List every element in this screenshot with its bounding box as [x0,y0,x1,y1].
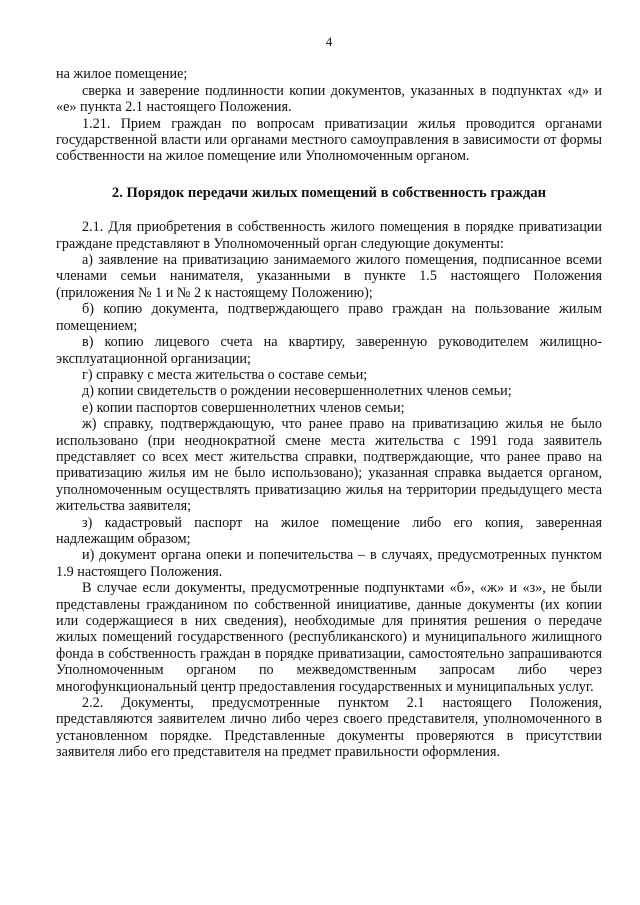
page-number: 4 [325,34,333,49]
paragraph-verification: сверка и заверение подлинности копии документов, указанных в подпунктах «д» и «е» пункта 2.1 настоящего Положения. [56,82,602,116]
paragraph-interagency-requests: В случае если документы, предусмотренные подпунктами «б», «ж» и «з», не были представлены гражданином по собственной инициативе, данные документы (их копии или содержащиеся в них сведения), необходимые для принятия решения о передаче жилых помещений государственного (республиканского) и муниципального жилищного фонда в собственность граждан в порядке приватизации, самостоятельно запрашиваются Уполномоченным органом по межведомственным запросам либо через многофункциональный центр предоставления государственных и муниципальных услуг. [56,580,602,695]
paragraph-continuation: на жилое помещение; [56,66,188,83]
list-item-a: а) заявление на приватизацию занимаемого жилого помещения, подписанное всеми членами семьи нанимателя, указанными в пункте 1.5 настоящего Положения (приложения № 1 и № 2 к настоящему Положению); [56,252,602,301]
list-item-g: г) справку с места жительства о составе семьи; [82,366,368,383]
list-item-v: в) копию лицевого счета на квартиру, заверенную руководителем жилищно-эксплуатационной организации; [56,334,602,367]
paragraph-2-2: 2.2. Документы, предусмотренные пунктом 2.1 настоящего Положения, представляются заявителем лично либо через своего представителя, уполномоченного в установленном порядке. Представленные документы проверяются в присутствии заявителя либо его представителя на предмет правильности оформления. [56,695,602,761]
paragraph-1-21: 1.21. Прием граждан по вопросам приватизации жилья проводится органами государственной власти или органами местного самоуправления в зависимости от формы собственности на жилое помещение или Уполномоченным органом. [56,115,602,165]
list-item-d: д) копии свидетельств о рождении несовершеннолетних членов семьи; [82,383,512,400]
list-item-i: и) документ органа опеки и попечительства – в случаях, предусмотренных пунктом 1.9 настоящего Положения. [56,547,602,580]
paragraph-2-1: 2.1. Для приобретения в собственность жилого помещения в порядке приватизации граждане представляют в Уполномоченный орган следующие документы: [56,219,602,252]
list-item-zh: ж) справку, подтверждающую, что ранее право на приватизацию жилья не было использовано (при неоднократной смене места жительства с 1991 года заявитель представляет со всех мест жительства справки, подтверждающие, что ранее право на приватизацию жилья им не было использовано); указанная справка выдается органом, уполномоченным осуществлять приватизацию жилья на территории предыдущего места жительства заявителя; [56,416,602,515]
list-item-b: б) копию документа, подтверждающего право граждан на пользование жилым помещением; [56,301,602,334]
list-item-z: з) кадастровый паспорт на жилое помещение либо его копия, заверенная надлежащим образом; [56,514,602,547]
section-heading: 2. Порядок передачи жилых помещений в собственность граждан [111,184,547,201]
list-item-e: е) копии паспортов совершеннолетних членов семьи; [82,399,405,416]
